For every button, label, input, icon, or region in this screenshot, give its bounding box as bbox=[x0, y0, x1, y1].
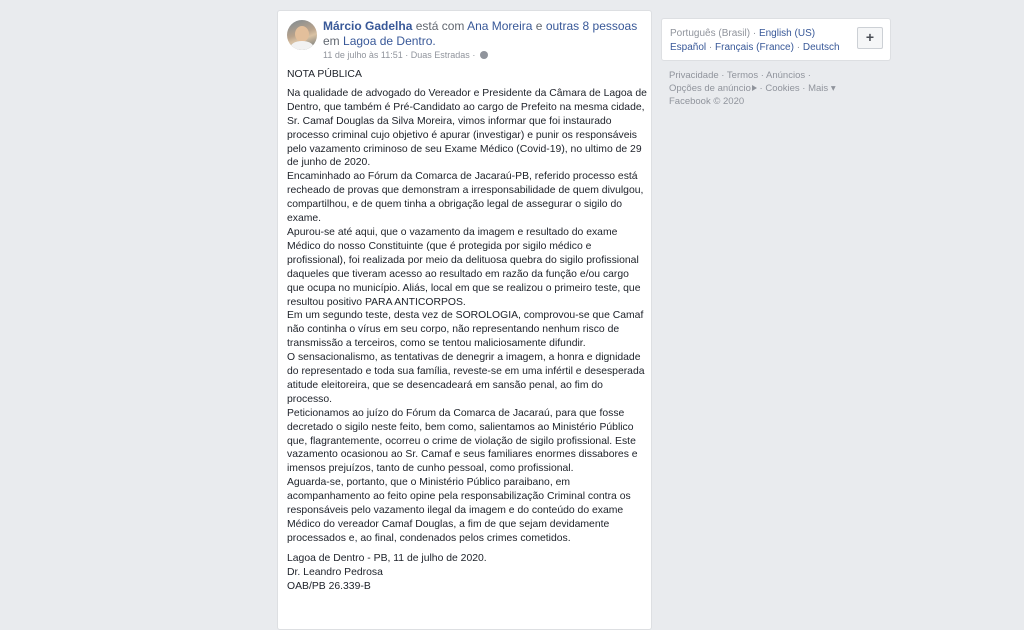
language-spanish[interactable]: Español bbox=[670, 42, 707, 53]
footer-more-link[interactable]: Mais bbox=[808, 83, 829, 94]
post-paragraph: Encaminhado ao Fórum da Comarca de Jacaraú-PB, referido processo está recheado de provas que demonstram a irresponsabilidade de quem divulgou, compartilhou, e de quem tinha a obrigação legal de assegurar o sigilo do exame. bbox=[287, 171, 644, 225]
globe-icon[interactable] bbox=[480, 51, 488, 59]
post-paragraph: O sensacionalismo, as tentativas de denegrir a imagem, a honra e dignidade do representado e toda sua família, reveste-se em uma infértil e desesperada atitude eleitoreira, que se desencadeará em sansão penal, ao fim do processo. bbox=[287, 352, 645, 405]
language-current: Português (Brasil) bbox=[670, 28, 751, 39]
language-list: Português (Brasil) · English (US) Español · Français (France) · Deutsch bbox=[670, 28, 840, 53]
post-title: NOTA PÚBLICA bbox=[287, 69, 362, 80]
conjunction-text: e bbox=[535, 19, 543, 33]
post-card bbox=[277, 10, 652, 630]
post-body bbox=[287, 68, 647, 594]
signature-line: OAB/PB 26.339-B bbox=[287, 580, 371, 592]
post-paragraph: Apurou-se até aqui, que o vazamento da imagem e resultado do exame Médico do nosso Constituinte (que é protegida por sigilo médico e profissional), foi realizada por meio da delituosa quebra do sigilo profissional daqueles que tiveram acesso ao resultado em razão da função e/ou cargo que ocupa no município. Aliás, local em que se realizou o primeiro teste, que resultou positivo PARA ANTICORPOS. bbox=[287, 226, 641, 308]
language-selector bbox=[661, 18, 891, 61]
post-header bbox=[323, 19, 643, 49]
author-name[interactable]: Márcio Gadelha bbox=[323, 19, 413, 33]
footer-ads-link[interactable]: Anúncios bbox=[766, 70, 806, 81]
more-languages-button[interactable]: + bbox=[857, 27, 883, 49]
tagged-person[interactable]: Ana Moreira bbox=[467, 19, 533, 33]
post-timestamp[interactable]: 11 de julho às 11:51 bbox=[323, 50, 403, 60]
post-paragraph: Peticionamos ao juízo do Fórum da Comarca de Jacaraú, para que fosse decretado o sigilo neste feito, bem como, salientamos ao Ministério Público que, flagrantemente, ocorreu o crime de violação de sigilo profissional. Este vazamento ocasionou ao Sr. Camaf e seus familiares enormes dissabores e imensos prejuízos, tanto de cunho pessoal, como profissional. bbox=[287, 407, 638, 475]
post-paragraph: Em um segundo teste, desta vez de SOROLOGIA, comprovou-se que Camaf não continha o vírus em seu corpo, não representando nenhum risco de transmissão a terceiros, como se tentou maliciosamente difundir. bbox=[287, 310, 644, 350]
tagged-others-link[interactable]: outras 8 pessoas bbox=[545, 19, 638, 33]
language-english[interactable]: English (US) bbox=[758, 28, 816, 39]
post-paragraph: Na qualidade de advogado do Vereador e Presidente da Câmara de Lagoa de Dentro, que também é Pré-Candidato ao cargo de Prefeito na mesma cidade, Sr. Camaf Douglas da Silva Moreira, vimos informar que foi instaurado processo criminal cujo objetivo é apurar (investigar) e punir os responsáveis pelo vazamento criminoso de seu Exame Médico (Covid-19), no ultimo de 29 de junho de 2020. bbox=[287, 87, 647, 169]
post-paragraph: Aguarda-se, portanto, que o Ministério Público paraibano, em acompanhamento ao feito opine pela responsabilização Criminal contra os responsáveis pelo vazamento ilegal da imagem e do conteúdo do exame Médico do vereador Camaf Douglas, a fim de que sejam devidamente processados e, ao final, condenados pelos crimes cometidos. bbox=[287, 477, 631, 544]
footer-privacy-link[interactable]: Privacidade bbox=[669, 70, 719, 81]
author-avatar[interactable] bbox=[287, 20, 317, 50]
ad-choices-icon bbox=[752, 85, 757, 91]
in-text: em bbox=[323, 34, 340, 48]
language-french[interactable]: Français (France) bbox=[715, 42, 794, 53]
caret-down-icon: ▾ bbox=[830, 83, 836, 94]
language-german[interactable]: Deutsch bbox=[802, 42, 840, 53]
footer-cookies-link[interactable]: Cookies bbox=[765, 83, 800, 94]
location-link[interactable]: Lagoa de Dentro. bbox=[343, 34, 436, 48]
signature-line: Lagoa de Dentro - PB, 11 de julho de 2020. bbox=[287, 552, 487, 564]
footer-ad-choices-link[interactable]: Opções de anúncio bbox=[669, 83, 751, 94]
footer-links: Privacidade · Termos · Anúncios · Opções de anúncio · Cookies · Mais ▾ Facebook © 2020 bbox=[669, 70, 836, 107]
footer-terms-link[interactable]: Termos bbox=[726, 70, 759, 81]
post-signature bbox=[287, 552, 647, 594]
post-place[interactable]: Duas Estradas bbox=[410, 50, 470, 60]
post-meta: 11 de julho às 11:51 · Duas Estradas · bbox=[323, 49, 488, 61]
signature-line: Dr. Leandro Pedrosa bbox=[287, 566, 383, 578]
with-text: está com bbox=[415, 19, 465, 33]
footer-copyright: Facebook © 2020 bbox=[669, 96, 745, 107]
